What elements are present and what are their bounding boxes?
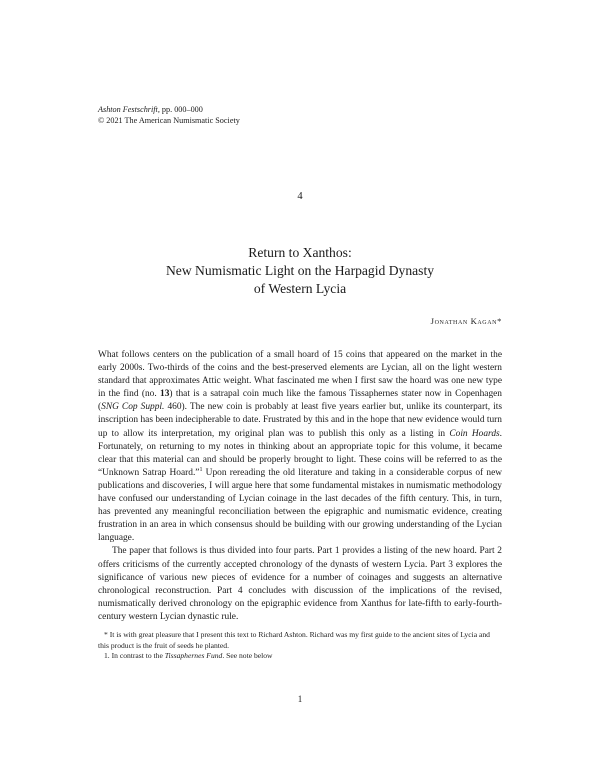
p1-citation-coin-hoards: Coin Hoards — [449, 428, 500, 439]
header-citation — [98, 104, 240, 115]
running-header — [98, 104, 240, 126]
p1-hoard-number: 13 — [160, 389, 170, 400]
page-number: 1 — [297, 694, 303, 704]
p1-text-g: . Fortunately, on returning to my notes in thinking about an appropriate topic for this volume, it became clear that this material can and should be properly brought to light. These coins will be referred to as the “Unknown Satrap Hoard.” — [98, 428, 503, 478]
header-pages: , pp. 000–000 — [157, 105, 203, 114]
p1-citation-sng: SNG Cop Suppl. — [101, 402, 165, 413]
header-copyright: © 2021 The American Numismatic Society — [98, 116, 240, 125]
footnote-star: * It is with great pleasure that I present this text to Richard Ashton. Richard was my first guide to the ancient sites of Lycia and this product is the fruit of seeds he planted. — [98, 630, 490, 650]
title-line-3: of Western Lycia — [253, 281, 347, 296]
p1-text-a: What follows centers on the publication of a small hoard of 15 coins that appeared on the market in the early 2000s. Two-thirds of the coins and the best-preserved elements are Lycian, all on the light western standard that approximates Attic weight. What fascinated me when I first saw the hoard was one new type in the find (no. — [98, 350, 502, 400]
title-line-1: Return to Xanthos: — [248, 245, 352, 260]
paragraph-1 — [98, 349, 502, 545]
footnotes — [98, 630, 502, 662]
footnote-1-prefix: 1. In contrast to the — [104, 651, 165, 661]
footnote-1-suffix: . See note below — [222, 651, 273, 661]
p1-text-h: Upon rereading the old literature and taking in a considerable corpus of new publications and discoveries, I will argue here that some fundamental mistakes in numismatic methodology have confused our understanding of Lycian coinage in the last decades of the fifth century. This, in turn, has prevented any meaningful reconciliation between the epigraphic and numismatic evidence, creating frustration in an area in which consensus should be building with our growing understanding of the Lycian language. — [98, 467, 502, 544]
p1-text-c: ) that is a satrapal coin much like the famous Tissaphernes stater now in Copenhagen ( — [98, 389, 502, 413]
footnote-1 — [98, 651, 502, 662]
footnote-ref-1[interactable]: 1 — [199, 466, 203, 473]
paragraph-2: The paper that follows is thus divided into four parts. Part 1 provides a listing of the new hoard. Part 2 offers criticisms of the currently accepted chronology of the dynasts of western Lycia. Part 3 explores the significance of various new pieces of evidence for a number of coinages and suggests an alternative chronological reconstruction. Part 4 concludes with discussion of the implications of the revised, numismatically derived chronology on the epigraphic evidence from Xanthus for late-fifth to early-fourth-century western Lycian dynastic rule. — [98, 546, 502, 622]
p1-text-e: 460). The new coin is probably at least five years earlier but, unlike its counterpart, its inscription has been indecipherable to date. Frustrated by this and in the hope that new evidence would turn up to allow its interpretation, my original plan was to publish this only as a listing in — [98, 402, 502, 439]
paper-title — [0, 244, 600, 298]
footnote-1-italic: Tissaphernes Fund — [164, 651, 223, 661]
author-name: Jonathan Kagan* — [430, 316, 502, 326]
body-text — [98, 349, 502, 624]
header-venue: Ashton Festschrift — [98, 105, 158, 114]
chapter-number: 4 — [297, 191, 303, 202]
title-line-2: New Numismatic Light on the Harpagid Dynasty — [165, 263, 435, 278]
